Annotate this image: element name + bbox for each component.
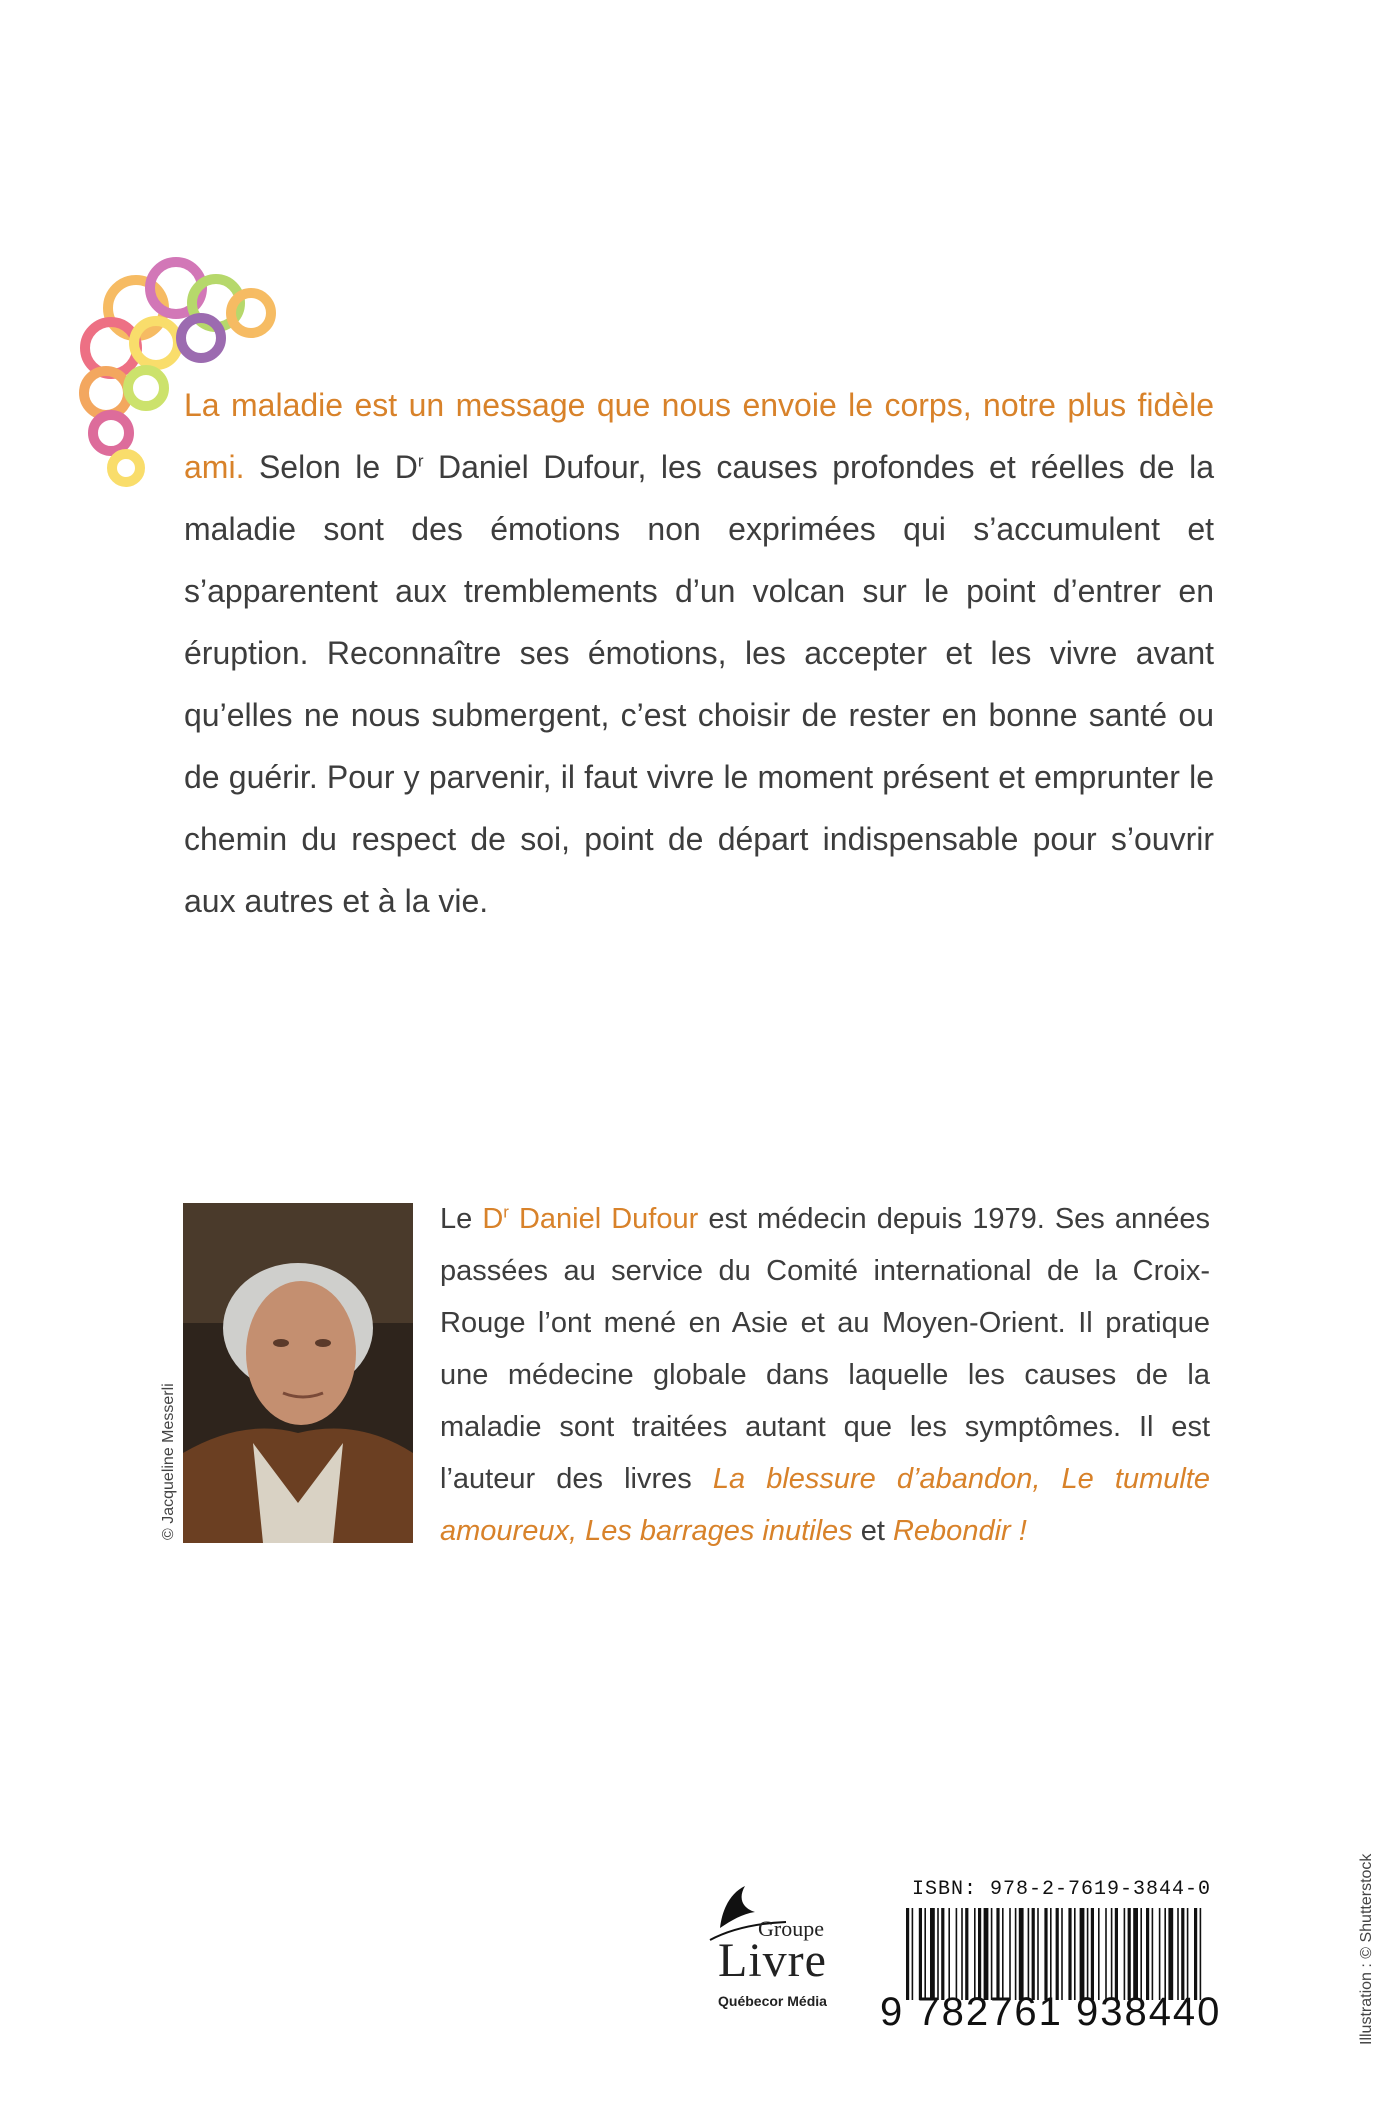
bio-books-1: La blessure d’abandon, Le tumulte amoureux, Les barrages inutiles bbox=[440, 1463, 1210, 1547]
bio-books-2: Rebondir ! bbox=[892, 1515, 1027, 1547]
bio-main: est médecin depuis 1979. Ses années passées au service du Comité international de la Croix-Rouge l’ont mené en Asie et au Moyen-Orient. Il pratique une médecine globale dans laquelle les causes de la maladie sont traitées autant que les symptômes. Il est l’auteur des livres bbox=[440, 1203, 1210, 1495]
author-name: Daniel Dufour bbox=[508, 1203, 699, 1235]
ean-number: 9 782761 938440 bbox=[880, 1990, 1222, 2034]
publisher-groupe: Groupe bbox=[758, 1916, 824, 1941]
illustration-credit: Illustration : © Shutterstock bbox=[1358, 1853, 1375, 2045]
author-photo bbox=[183, 1203, 413, 1543]
author-name-sup: r bbox=[503, 1202, 509, 1222]
publisher-media: Québecor Média bbox=[718, 1993, 827, 2009]
bio-connector: et bbox=[852, 1515, 893, 1547]
author-bio bbox=[440, 1193, 1210, 1557]
author-name-prefix: D bbox=[482, 1203, 504, 1235]
publisher-logo bbox=[700, 1878, 860, 2018]
back-cover-blurb bbox=[184, 374, 1214, 932]
blurb-part1: Selon le D bbox=[244, 449, 418, 485]
blurb-lead: La maladie est un message que nous envoie le corps, notre plus fidèle ami. bbox=[184, 387, 1214, 485]
bio-intro: Le bbox=[440, 1203, 483, 1235]
barcode bbox=[904, 1908, 1204, 2000]
publisher-livre: Livre bbox=[718, 1934, 827, 1987]
isbn-label: ISBN: 978-2-7619-3844-0 bbox=[912, 1878, 1212, 1901]
blurb-sup: r bbox=[417, 451, 424, 471]
blurb-part2: Daniel Dufour, les causes profondes et réelles de la maladie sont des émotions non exprimées qui s’accumulent et s’apparentent aux tremblements d’un volcan sur le point d’entrer en éruption. Reconnaître ses émotions, les accepter et les vivre avant qu’elles ne nous submergent, c’est choisir de rester en bonne santé ou de guérir. Pour y parvenir, il faut vivre le moment présent et emprunter le chemin du respect de soi, point de départ indispensable pour s’ouvrir aux autres et à la vie. bbox=[184, 449, 1215, 919]
photo-credit: © Jacqueline Messerli bbox=[160, 1383, 177, 1540]
